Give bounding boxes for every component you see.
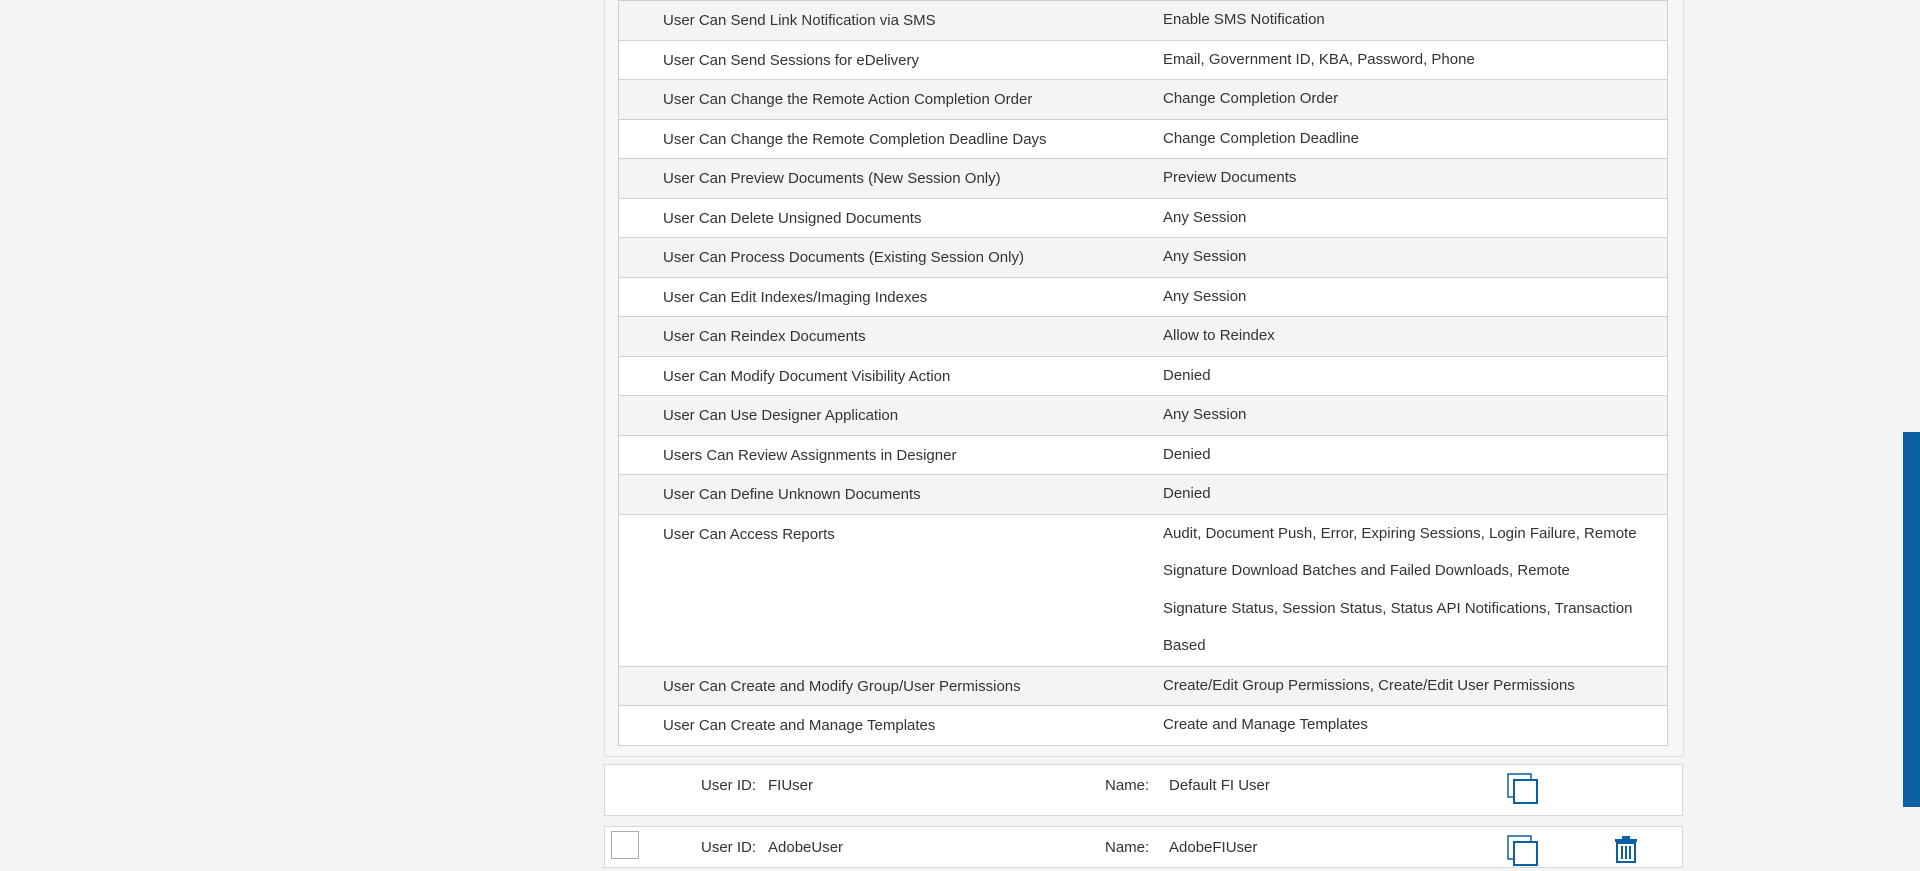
permission-name: Users Can Review Assignments in Designer: [663, 446, 957, 464]
permission-value: Any Session: [1163, 406, 1247, 423]
permission-name-cell: [619, 238, 1164, 278]
permission-row: [619, 238, 1668, 278]
permission-row: [619, 159, 1668, 199]
permission-name-cell: [619, 435, 1164, 475]
permission-value: Any Session: [1163, 248, 1247, 265]
permission-name: User Can Edit Indexes/Imaging Indexes: [663, 288, 928, 306]
copy-icon[interactable]: [1507, 835, 1539, 871]
permission-value-cell: [1163, 396, 1668, 436]
permission-name-cell: [619, 396, 1164, 436]
permission-name-cell: [619, 159, 1164, 199]
permission-value: Enable SMS Notification: [1163, 11, 1325, 28]
permission-value-cell: [1163, 475, 1668, 515]
name-label: Name:: [1105, 777, 1150, 794]
permission-row: [619, 706, 1668, 746]
permission-value-cell: [1163, 80, 1668, 120]
scrollbar-thumb[interactable]: [1903, 432, 1920, 807]
permission-row: [619, 80, 1668, 120]
permission-value: Any Session: [1163, 287, 1247, 305]
permission-value: Denied: [1163, 445, 1211, 463]
permission-name-cell: [619, 706, 1164, 746]
permission-value-cell: [1163, 238, 1668, 278]
permission-value-cell: [1163, 666, 1668, 706]
user-id-label: User ID:: [701, 777, 757, 794]
permission-name: User Can Send Sessions for eDelivery: [663, 51, 919, 69]
permission-value: Change Completion Order: [1163, 90, 1339, 107]
permission-value: Denied: [1163, 485, 1211, 502]
permission-value-cell: [1163, 514, 1668, 666]
permission-row: [619, 198, 1668, 238]
copy-icon[interactable]: [1507, 773, 1539, 809]
permission-value: Email, Government ID, KBA, Password, Phone: [1163, 50, 1475, 68]
permission-name: User Can Change the Remote Completion Deadline Days: [663, 130, 1047, 148]
name-value: AdobeFIUser: [1169, 839, 1258, 856]
permission-row: [619, 119, 1668, 159]
user-id-label: User ID:: [701, 839, 757, 856]
name-value: Default FI User: [1169, 777, 1270, 794]
permission-value-cell: [1163, 435, 1668, 475]
permission-row: [619, 475, 1668, 515]
permission-name-cell: [619, 1, 1164, 41]
permission-name: User Can Create and Modify Group/User Permissions: [663, 677, 1021, 695]
permission-value-cell: [1163, 277, 1668, 317]
permission-name: User Can Use Designer Application: [663, 407, 899, 424]
user-id-value: FIUser: [768, 777, 813, 794]
permission-value-cell: [1163, 119, 1668, 159]
permission-row: [619, 1, 1668, 41]
permission-name-cell: [619, 198, 1164, 238]
select-checkbox[interactable]: [611, 831, 639, 859]
permission-name-cell: [619, 666, 1164, 706]
user-card-adobeuser[interactable]: [604, 826, 1683, 868]
name-label: Name:: [1105, 839, 1150, 856]
permission-value: Preview Documents: [1163, 169, 1297, 186]
permission-name: User Can Modify Document Visibility Action: [663, 367, 951, 385]
permission-name: User Can Send Link Notification via SMS: [663, 12, 936, 29]
permission-value-cell: [1163, 40, 1668, 80]
permission-name-cell: [619, 80, 1164, 120]
permission-row: [619, 40, 1668, 80]
permission-name: User Can Change the Remote Action Completion Order: [663, 91, 1033, 108]
permission-value: Audit, Document Push, Error, Expiring Sessions, Login Failure, Remote Signature Download Batches and Failed Downloads, Remote Signature Status, Session Status, Status API Notifications, Transaction Based: [1163, 524, 1637, 654]
permission-name-cell: [619, 277, 1164, 317]
trash-icon[interactable]: [1613, 835, 1639, 867]
permission-name: User Can Create and Manage Templates: [663, 717, 936, 734]
permission-value: Create/Edit Group Permissions, Create/Edit User Permissions: [1163, 676, 1575, 694]
permission-value-cell: [1163, 317, 1668, 357]
permission-name-cell: [619, 356, 1164, 396]
permission-value-cell: [1163, 706, 1668, 746]
permission-name: User Can Delete Unsigned Documents: [663, 209, 922, 227]
permission-name-cell: [619, 317, 1164, 357]
permission-name: User Can Preview Documents (New Session Only): [663, 170, 1001, 187]
permission-name: User Can Reindex Documents: [663, 328, 866, 345]
permission-name-cell: [619, 40, 1164, 80]
permission-row: [619, 514, 1668, 666]
permission-row: [619, 435, 1668, 475]
permission-row: [619, 277, 1668, 317]
permission-name-cell: [619, 475, 1164, 515]
permission-value: Denied: [1163, 366, 1211, 384]
permissions-table: [618, 0, 1668, 746]
permission-value: Allow to Reindex: [1163, 327, 1275, 344]
permission-name: User Can Process Documents (Existing Session Only): [663, 249, 1024, 266]
permission-row: [619, 317, 1668, 357]
permission-name-cell: [619, 119, 1164, 159]
permission-value: Create and Manage Templates: [1163, 716, 1368, 733]
permission-row: [619, 666, 1668, 706]
permission-value: Change Completion Deadline: [1163, 129, 1359, 147]
user-card-fiuser[interactable]: [604, 764, 1683, 816]
permission-name: User Can Define Unknown Documents: [663, 486, 921, 503]
permission-value: Any Session: [1163, 208, 1247, 226]
permission-name-cell: [619, 514, 1164, 666]
permission-row: [619, 396, 1668, 436]
permission-row: [619, 356, 1668, 396]
permission-name: User Can Access Reports: [663, 525, 835, 543]
user-id-value: AdobeUser: [768, 839, 844, 856]
permission-value-cell: [1163, 198, 1668, 238]
permission-value-cell: [1163, 159, 1668, 199]
permission-value-cell: [1163, 356, 1668, 396]
permission-value-cell: [1163, 1, 1668, 41]
